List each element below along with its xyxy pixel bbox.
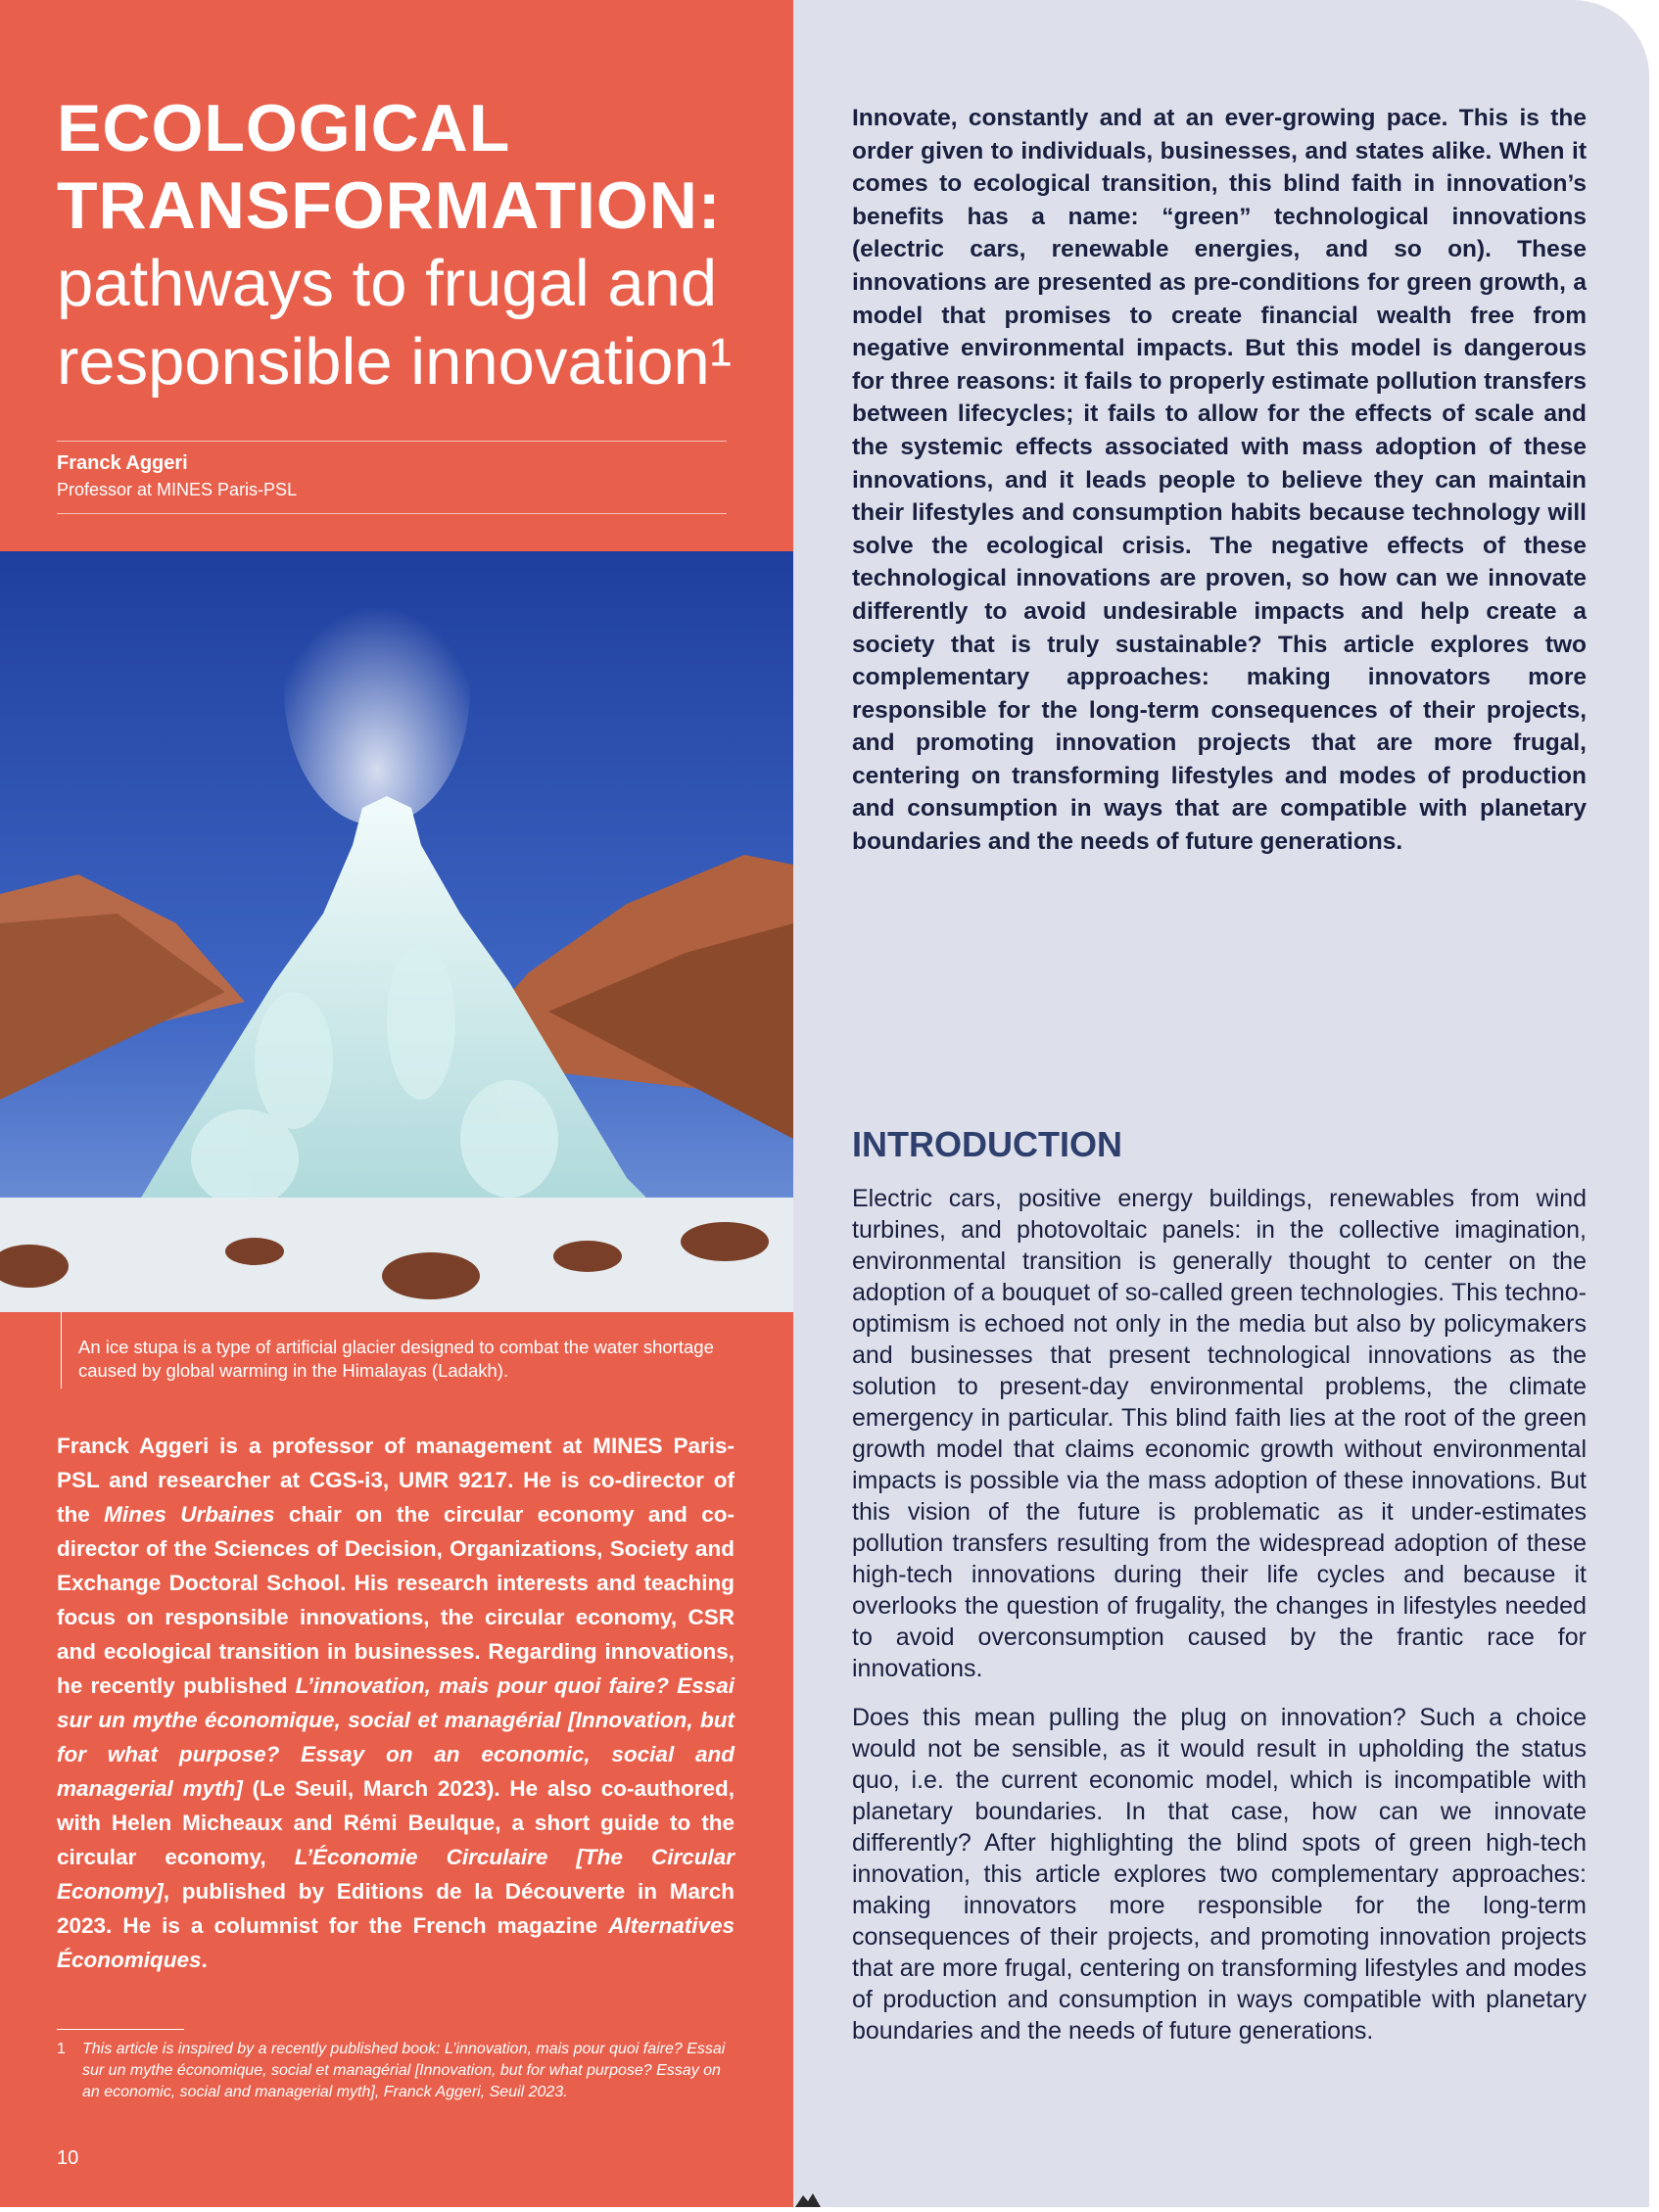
- bio-text: (Le Seuil, March 2023). He also co-authored, with Helen Micheaux and Rémi Beulque, a short guide to the circular economy,: [57, 1776, 735, 1869]
- bio-italic: Alternatives Économiques: [57, 1913, 735, 1972]
- ice-stupa-photo: [0, 551, 793, 1312]
- photo-caption: An ice stupa is a type of artificial glacier designed to combat the water shortage caused by global warming in the Himalayas (Ladakh).: [78, 1337, 714, 1381]
- title-line-1: ECOLOGICAL: [57, 91, 511, 165]
- bio-text: chair on the circular economy and co-director of the Sciences of Decision, Organizations, Society and Exchange Doctoral School. His research interests and teaching focus on responsible innovations, the circular economy, CSR and ecological transition in businesses. Regarding innovations, he recently published: [57, 1502, 735, 1698]
- author-bio: [57, 1429, 735, 1977]
- title-line-2: TRANSFORMATION:: [57, 168, 722, 243]
- author-name: Franck Aggeri: [57, 452, 188, 474]
- bio-italic: Mines Urbaines: [104, 1502, 275, 1527]
- footnote-divider: [57, 2029, 184, 2030]
- footnote-number: 1: [57, 2041, 66, 2057]
- bio-text: Franck Aggeri is a professor of management at MINES Paris-PSL and researcher at CGS-i3, UMR 9217. He is co-director of the: [57, 1434, 735, 1527]
- footnote-text: This article is inspired by a recently published book: L’innovation, mais pour quoi faire? Essai sur un mythe économique, social et managérial [Innovation, but for what purpose? Essay on an economic, social and managerial myth], Franck Aggeri, Seuil 2023.: [82, 2041, 726, 2100]
- corner-emblem-icon: [793, 2189, 823, 2207]
- bio-text: , published by Editions de la Découverte in March 2023. He is a columnist for the French magazine: [57, 1879, 735, 1938]
- author-role: Professor at MINES Paris-PSL: [57, 480, 298, 499]
- introduction-heading: INTRODUCTION: [852, 1124, 1122, 1164]
- introduction-paragraph: Electric cars, positive energy buildings, renewables from wind turbines, and photovoltaic panels: in the collective imagination, environmental transition is generally thought to center on the adoption of a bouquet of so-called green technologies. This techno-optimism is echoed not only in the media but also by policymakers and businesses that present technological innovations as the solution to present-day environmental problems, the climate emergency in particular. This blind faith lies at the root of the green growth model that claims economic growth without environmental impacts is possible via the mass adoption of these innovations. But this vision of the future is problematic as it under-estimates pollution transfers resulting from the widespread adoption of these high-tech innovations during their life cycles and because it overlooks the question of frugality, the changes in lifestyles needed to avoid overconsumption caused by the frantic race for innovations.: [852, 1185, 1587, 1682]
- page-number: 10: [57, 2147, 79, 2169]
- bio-text: .: [201, 1948, 208, 1972]
- author-divider: [57, 513, 727, 514]
- bio-italic: L’Économie Circulaire [The Circular Economy]: [57, 1845, 735, 1904]
- article-title: [57, 90, 782, 245]
- article-subtitle: pathways to frugal and responsible innovation¹: [57, 247, 733, 399]
- abstract: Innovate, constantly and at an ever-growing pace. This is the order given to individuals, businesses, and states alike. When it comes to ecological transition, this blind faith in innovation’s benefits has a name: “green” technological innovations (electric cars, renewable energies, and so on). These innovations are presented as pre-conditions for green growth, a model that promises to create financial wealth free from negative environmental impacts. But this model is dangerous for three reasons: it fails to properly estimate pollution transfers between lifecycles; it fails to allow for the effects of scale and the systemic effects associated with mass adoption of these innovations, and it leads people to believe they can maintain their lifestyles and consumption habits because technology will solve the ecological crisis. The negative effects of these technological innovations are proven, so how can we innovate differently to avoid undesirable impacts and help create a society that is truly sustainable? This article explores two complementary approaches: making innovators more responsible for the long-term consequences of their projects, and promoting innovation projects that are more frugal, centering on transforming lifestyles and modes of production and consumption in ways that are compatible with planetary boundaries and the needs of future generations.: [852, 105, 1587, 856]
- caption-bar: [61, 1312, 62, 1388]
- introduction-paragraph: Does this mean pulling the plug on innovation? Such a choice would not be sensible, as it would result in upholding the status quo, i.e. the current economic model, which is incompatible with planetary boundaries. In that case, how can we innovate differently? After highlighting the blind spots of green high-tech innovation, this article explores two complementary approaches: making innovators more responsible for the long-term consequences of their projects, and promoting innovation projects that are more frugal, centering on transforming lifestyles and modes of production and consumption in ways compatible with planetary boundaries and the needs of future generations.: [852, 1704, 1587, 2045]
- introduction-body: [852, 1183, 1587, 2064]
- bio-italic: L’innovation, mais pour quoi faire? Essai sur un mythe économique, social et managérial [Innovation, but for what purpose? Essay on an economic, social and managerial myth]: [57, 1673, 735, 1801]
- title-divider: [57, 441, 727, 442]
